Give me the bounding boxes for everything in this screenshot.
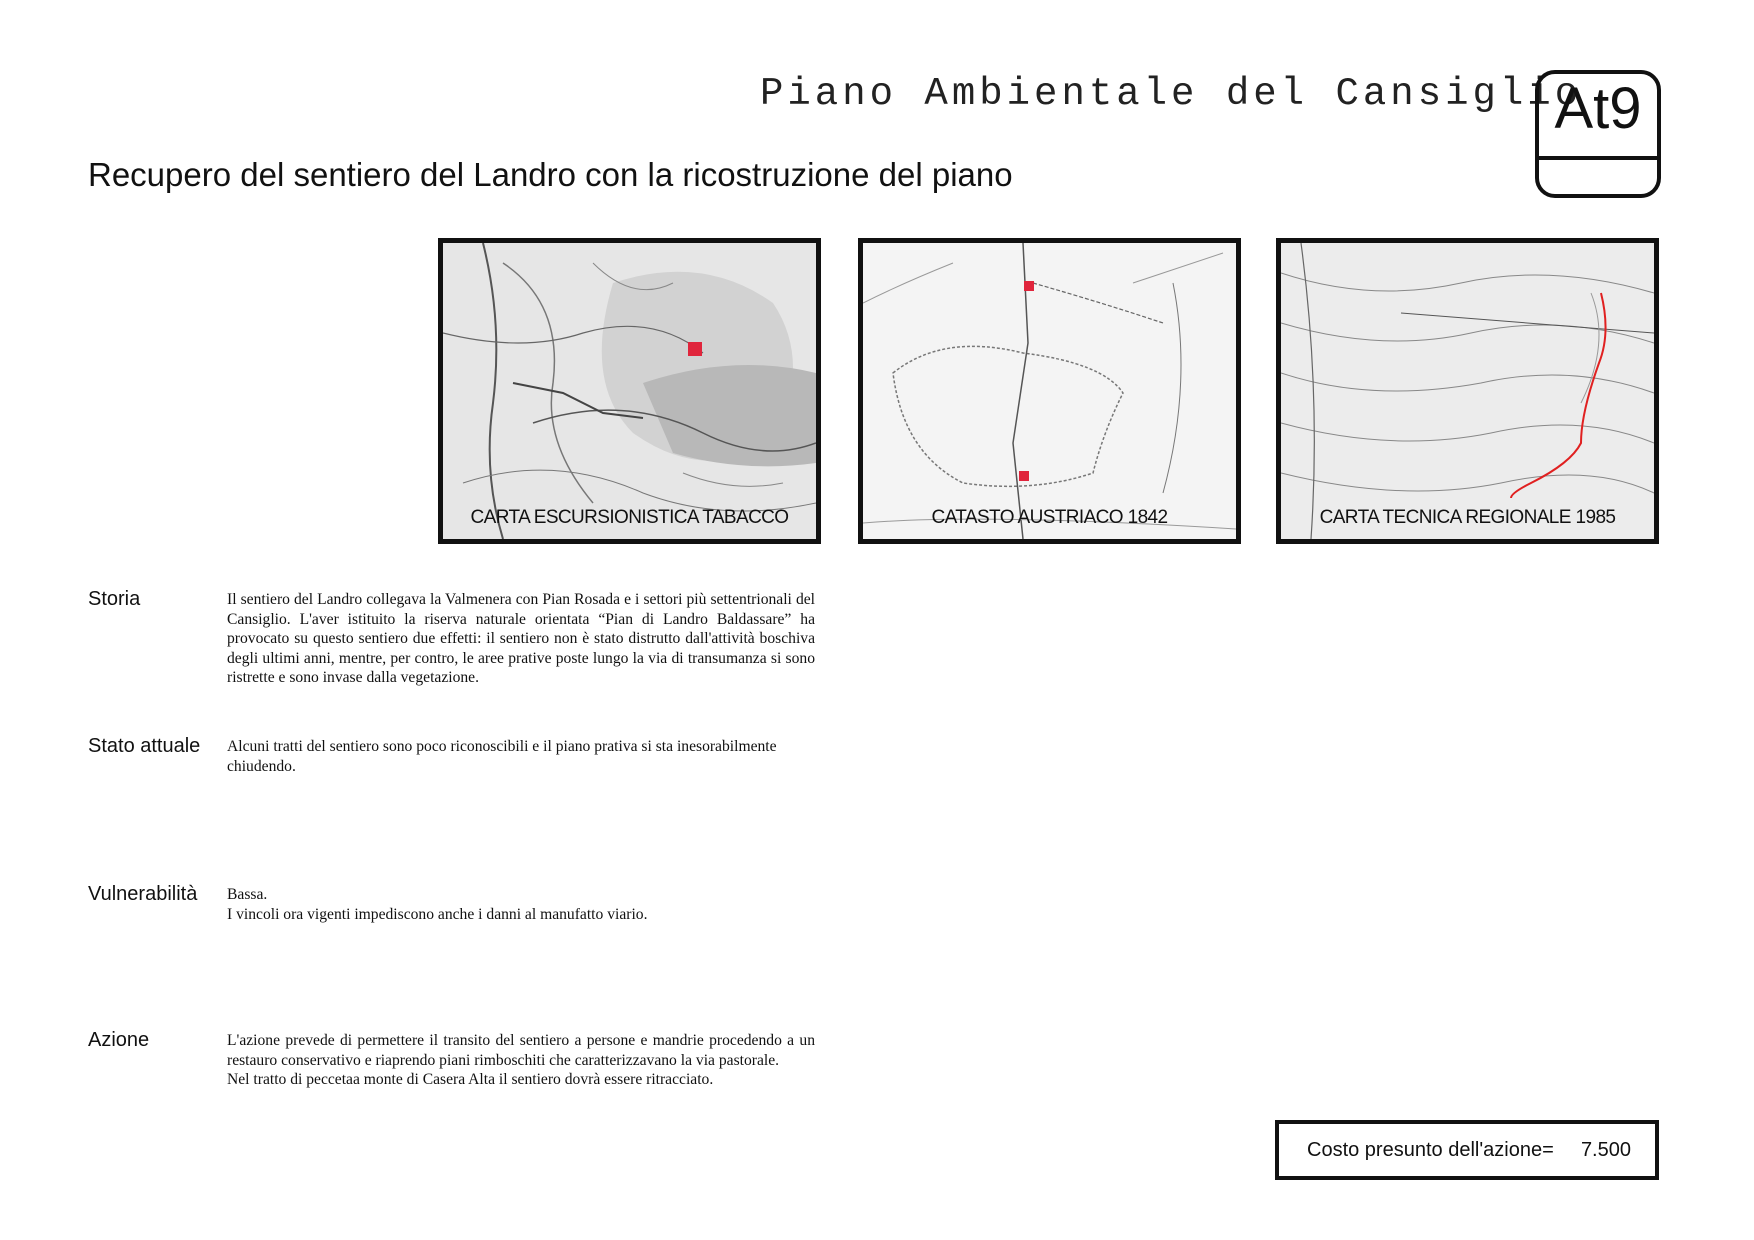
storia-paragraph: Il sentiero del Landro collegava la Valmenera con Pian Rosada e i settori più settentrionali del Cansiglio. L'aver istituito la riserva naturale orientata “Pian di Landro Baldassare” ha provocato su questo sentiero due effetti: il sentiero non è stato distrutto dall'attività boschiva degli ultimi anni, mentre, per contro, le aree prative poste lungo la via di transumanza si sono ristrette e sono invase dalla vegetazione. [227,591,815,687]
historic-cadastral-map-image [863,243,1236,539]
section-label-stato-attuale: Stato attuale [88,735,201,757]
sheet-code: At9 [1554,76,1642,141]
section-label-storia: Storia [88,588,141,610]
section-text-stato-attuale [227,737,787,776]
section-label-azione: Azione [88,1029,150,1051]
map-caption: CARTA ESCURSIONISTICA TABACCO [470,507,789,528]
plan-title: Piano Ambientale del Cansiglio [760,72,1583,116]
cost-value: 7.500 [1580,1139,1631,1161]
stato-attuale-paragraph: Alcuni tratti del sentiero sono poco riconoscibili e il piano prativa si sta inesorabilmente chiudendo. [227,738,777,775]
map-tabacco [438,238,821,544]
map-marker [1019,471,1029,481]
page-title: Recupero del sentiero del Landro con la ricostruzione del piano [88,156,1013,193]
regional-technical-map-image [1281,243,1654,539]
sheet-code-box [1535,70,1661,198]
map-caption: CATASTO AUSTRIACO 1842 [931,507,1168,528]
topographic-map-image [443,243,816,539]
section-text-vulnerabilita [227,885,815,924]
map-caption: CARTA TECNICA REGIONALE 1985 [1319,507,1616,528]
section-label-vulnerabilita: Vulnerabilità [88,883,198,905]
map-marker [1024,281,1034,291]
azione-paragraph: Nel tratto di peccetaa monte di Casera Alta il sentiero dovrà essere ritracciato. [227,1071,714,1089]
section-text-azione [227,1031,815,1090]
cost-box [1275,1120,1659,1180]
map-catasto [858,238,1241,544]
sheet-code-divider [1539,156,1657,160]
vulnerabilita-line: I vincoli ora vigenti impediscono anche i danni al manufatto viario. [227,905,648,923]
vulnerabilita-line: Bassa. [227,886,268,903]
map-ctr [1276,238,1659,544]
map-marker [688,342,702,356]
section-text-storia [227,590,815,688]
azione-paragraph: L'azione prevede di permettere il transito del sentiero a persone e mandrie procedendo a un restauro conservativo e riaprendo piani rimboschiti che caratterizzavano la via pastorale. [227,1032,815,1069]
cost-label: Costo presunto dell'azione= [1307,1139,1554,1161]
